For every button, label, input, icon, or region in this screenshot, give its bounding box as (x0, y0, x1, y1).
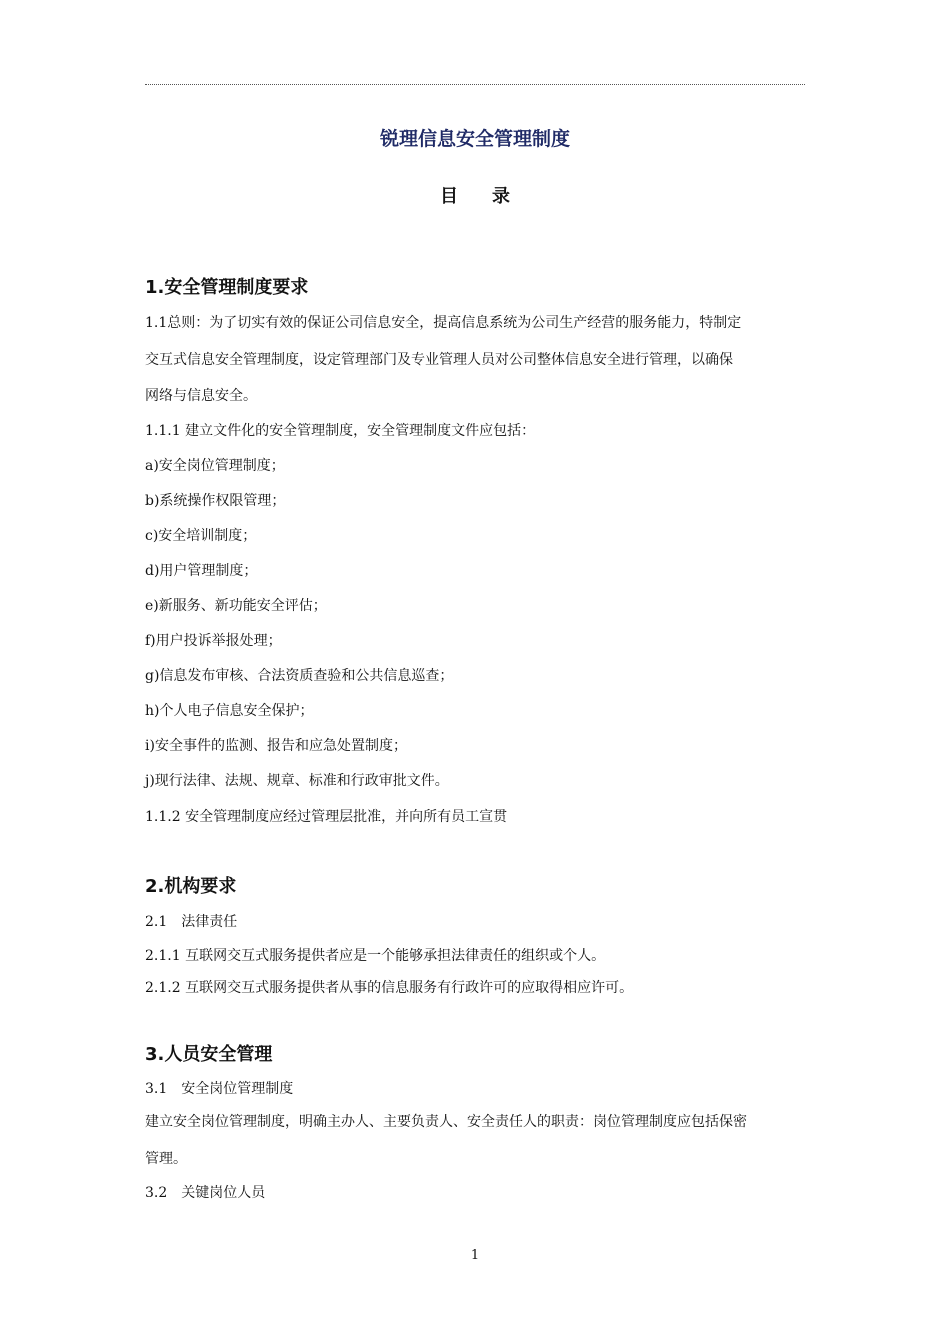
section-3-heading: 3.人员安全管理 (145, 1044, 273, 1065)
list-item: b)系统操作权限管理； (145, 493, 286, 509)
list-item: d)用户管理制度； (145, 563, 258, 579)
paragraph-line: 管理。 (145, 1151, 187, 1167)
list-item: i)安全事件的监测、报告和应急处置制度； (145, 738, 407, 754)
header-divider (145, 84, 805, 85)
list-item: a)安全岗位管理制度； (145, 458, 285, 474)
page-number: 1 (470, 1248, 480, 1263)
paragraph-line: 1.1.1 建立文件化的安全管理制度，安全管理制度文件应包括： (145, 423, 536, 439)
paragraph-line: 网络与信息安全。 (145, 388, 257, 404)
paragraph-line: 1.1.2 安全管理制度应经过管理层批准，并向所有员工宣贯 (145, 809, 508, 825)
paragraph-line: 1.1总则：为了切实有效的保证公司信息安全，提高信息系统为公司生产经营的服务能力，特制定 (145, 315, 742, 331)
list-item: c)安全培训制度； (145, 528, 257, 544)
paragraph-line: 2.1.1 互联网交互式服务提供者应是一个能够承担法律责任的组织或个人。 (145, 948, 606, 964)
list-item: f)用户投诉举报处理； (145, 633, 282, 649)
paragraph-line: 2.1.2 互联网交互式服务提供者从事的信息服务有行政许可的应取得相应许可。 (145, 980, 634, 996)
paragraph-line: 交互式信息安全管理制度，设定管理部门及专业管理人员对公司整体信息安全进行管理，以确保 (145, 352, 733, 368)
document-title: 锐理信息安全管理制度 (379, 128, 570, 150)
section-2-heading: 2.机构要求 (145, 876, 237, 897)
paragraph-line: 2.1 法律责任 (145, 914, 238, 930)
list-item: j)现行法律、法规、规章、标准和行政审批文件。 (145, 773, 449, 789)
section-1-heading: 1.安全管理制度要求 (145, 277, 309, 298)
list-item: e)新服务、新功能安全评估； (145, 598, 327, 614)
toc-title: 目录 (440, 186, 544, 207)
list-item: h)个人电子信息安全保护； (145, 703, 314, 719)
paragraph-line: 建立安全岗位管理制度，明确主办人、主要负责人、安全责任人的职责：岗位管理制度应包括保密 (145, 1114, 747, 1130)
paragraph-line: 3.1 安全岗位管理制度 (145, 1081, 294, 1097)
list-item: g)信息发布审核、合法资质查验和公共信息巡查； (145, 668, 454, 684)
paragraph-line: 3.2 关键岗位人员 (145, 1185, 266, 1201)
